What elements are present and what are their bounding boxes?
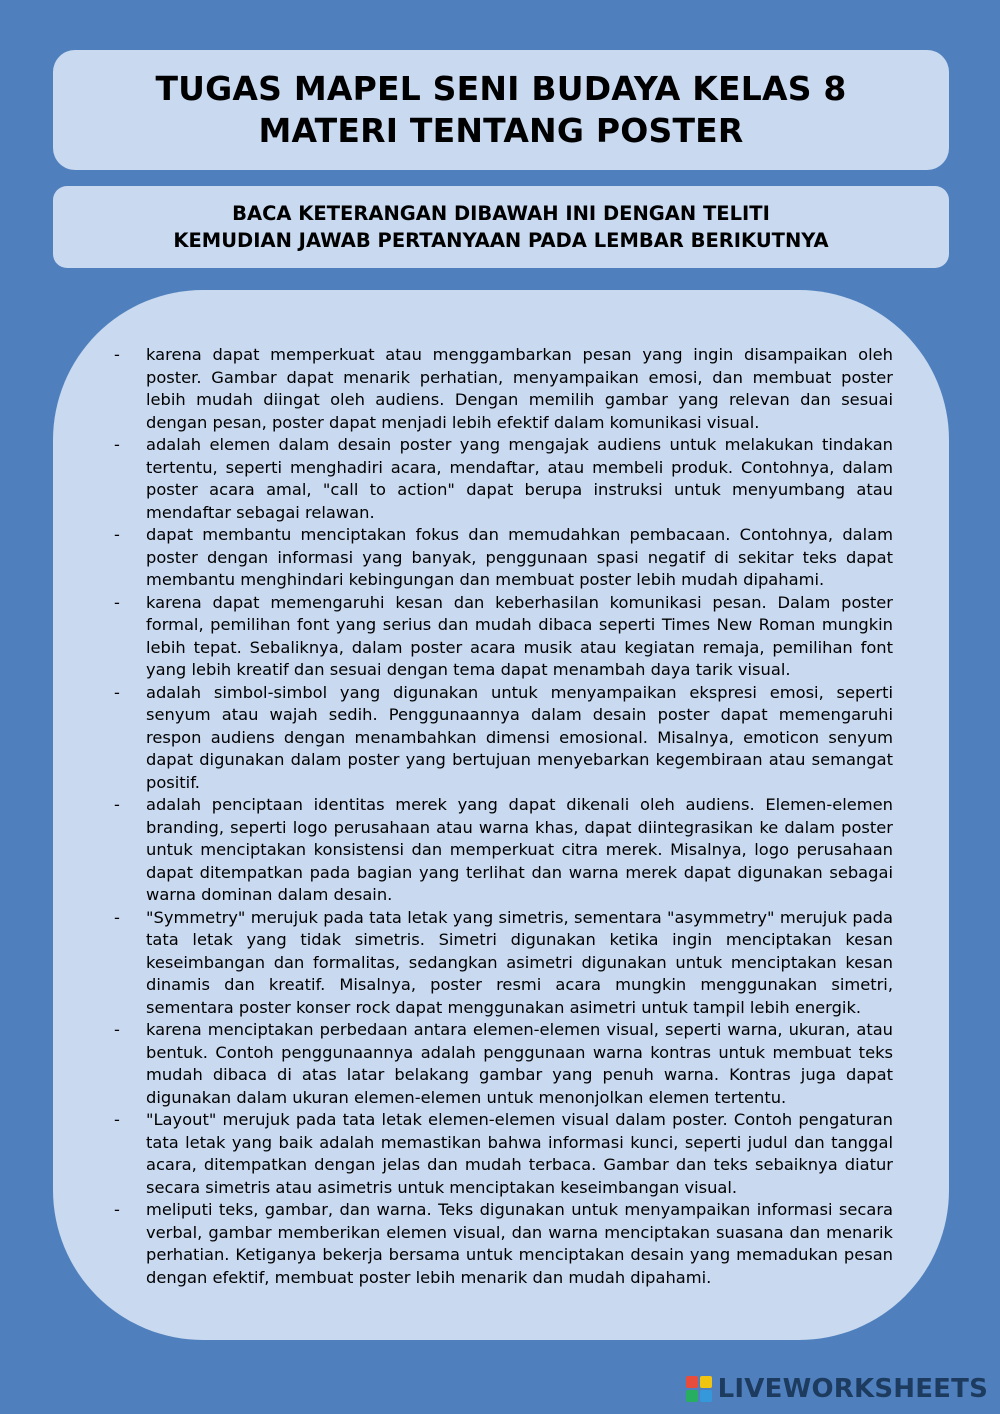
answer-text-6: adalah penciptaan identitas merek yang dapat dikenali oleh audiens. Elemen-elemen branding, seperti logo perusahaan atau warna khas, dapat diintegrasikan ke dalam poster untuk menciptakan konsistensi dan memperkuat citra merek. Misalnya, logo perusahaan dapat ditempatkan pada bagian yang terlihat dan warna merek dapat digunakan sebagai warna dominan dalam desain. bbox=[146, 795, 893, 904]
answer-item-2 bbox=[114, 434, 893, 524]
logo-tile-yellow bbox=[700, 1376, 712, 1388]
answer-item-6 bbox=[114, 794, 893, 907]
answer-item-5 bbox=[114, 682, 893, 795]
instructions-banner bbox=[53, 186, 949, 268]
answer-item-1 bbox=[114, 344, 893, 434]
answer-text-2: adalah elemen dalam desain poster yang mengajak audiens untuk melakukan tindakan tertentu, seperti menghadiri acara, mendaftar, atau membeli produk. Contohnya, dalam poster acara amal, "call to action" dapat berupa instruksi untuk menyumbang atau mendaftar sebagai relawan. bbox=[146, 435, 893, 522]
answer-text-10: meliputi teks, gambar, dan warna. Teks digunakan untuk menyampaikan informasi secara verbal, gambar memberikan elemen visual, dan warna menciptakan suasana dan menarik perhatian. Ketiganya bekerja bersama untuk menciptakan desain yang memadukan pesan dengan efektif, membuat poster lebih menarik dan mudah dipahami. bbox=[146, 1200, 893, 1287]
answer-item-7 bbox=[114, 907, 893, 1020]
bullet-dash: - bbox=[114, 1110, 120, 1129]
bullet-dash: - bbox=[114, 1200, 120, 1219]
answer-text-1: karena dapat memperkuat atau menggambarkan pesan yang ingin disampaikan oleh poster. Gambar dapat menarik perhatian, menyampaikan emosi, dan membuat poster lebih mudah diingat oleh audiens. Dengan memilih gambar yang relevan dan sesuai dengan pesan, poster dapat menjadi lebih efektif dalam komunikasi visual. bbox=[146, 345, 893, 432]
bullet-dash: - bbox=[114, 435, 120, 454]
answer-list bbox=[114, 344, 893, 1289]
answer-text-9: "Layout" merujuk pada tata letak elemen-elemen visual dalam poster. Contoh pengaturan tata letak yang baik adalah memastikan bahwa informasi kunci, seperti judul dan tanggal acara, ditempatkan dengan jelas dan mudah terbaca. Gambar dan teks sebaiknya diatur secara simetris atau asimetris untuk menciptakan keseimbangan visual. bbox=[146, 1110, 893, 1197]
answer-text-7: "Symmetry" merujuk pada tata letak yang simetris, sementara "asymmetry" merujuk pada tata letak yang tidak simetris. Simetri digunakan ketika ingin menciptakan kesan keseimbangan dan formalitas, sedangkan asimetri digunakan untuk menciptakan kesan dinamis dan kreatif. Misalnya, poster resmi acara mungkin menggunakan simetri, sementara poster konser rock dapat menggunakan asimetri untuk tampil lebih energik. bbox=[146, 907, 893, 1017]
answer-text-8: karena menciptakan perbedaan antara elemen-elemen visual, seperti warna, ukuran, atau bentuk. Contoh penggunaannya adalah penggunaan warna kontras untuk membuat teks mudah dibaca di atas latar belakang gambar yang penuh warna. Kontras juga dapat digunakan dalam ukuran elemen-elemen untuk menonjolkan elemen tertentu. bbox=[146, 1020, 893, 1107]
liveworksheets-brand[interactable] bbox=[686, 1374, 988, 1404]
bullet-dash: - bbox=[114, 907, 120, 927]
answer-text-3: dapat membantu menciptakan fokus dan memudahkan pembacaan. Contohnya, dalam poster dengan informasi yang banyak, penggunaan spasi negatif di sekitar teks dapat membantu menghindari kebingungan dan membuat poster lebih mudah dipahami. bbox=[146, 525, 893, 589]
instructions-line-2: KEMUDIAN JAWAB PERTANYAAN PADA LEMBAR BERIKUTNYA bbox=[173, 229, 829, 252]
title-banner bbox=[53, 50, 949, 170]
answer-item-4 bbox=[114, 592, 893, 682]
brand-name: LIVEWORKSHEETS bbox=[717, 1374, 988, 1404]
logo-tile-red bbox=[686, 1376, 698, 1388]
logo-tile-blue bbox=[700, 1390, 712, 1402]
answer-item-9 bbox=[114, 1109, 893, 1199]
answer-item-3 bbox=[114, 524, 893, 592]
bullet-dash: - bbox=[114, 592, 120, 612]
instructions-line-1: BACA KETERANGAN DIBAWAH INI DENGAN TELITI bbox=[232, 202, 770, 225]
logo-tile-green bbox=[686, 1390, 698, 1402]
bullet-dash: - bbox=[114, 345, 120, 364]
bullet-dash: - bbox=[114, 1020, 120, 1039]
answer-text-4: karena dapat memengaruhi kesan dan keberhasilan komunikasi pesan. Dalam poster formal, pemilihan font yang serius dan mudah dibaca seperti Times New Roman mungkin lebih tepat. Sebaliknya, dalam poster acara musik atau kegiatan remaja, pemilihan font yang lebih kreatif dan sesuai dengan tema dapat menambah daya tarik visual. bbox=[146, 592, 893, 679]
answer-item-8 bbox=[114, 1019, 893, 1109]
answer-text-5: adalah simbol-simbol yang digunakan untuk menyampaikan ekspresi emosi, seperti senyum atau wajah sedih. Penggunaannya dalam desain poster dapat memengaruhi respon audiens dengan menambahkan dimensi emosional. Misalnya, emoticon senyum dapat digunakan dalam poster yang bertujuan menyebarkan kegembiraan atau semangat positif. bbox=[146, 682, 893, 792]
page-title-line-2: MATERI TENTANG POSTER bbox=[258, 111, 744, 150]
bullet-dash: - bbox=[114, 525, 120, 544]
answer-item-10 bbox=[114, 1199, 893, 1289]
liveworksheets-logo-icon bbox=[686, 1376, 712, 1402]
bullet-dash: - bbox=[114, 682, 120, 702]
page-title-line-1: TUGAS MAPEL SENI BUDAYA KELAS 8 bbox=[155, 69, 847, 108]
bullet-dash: - bbox=[114, 795, 120, 814]
